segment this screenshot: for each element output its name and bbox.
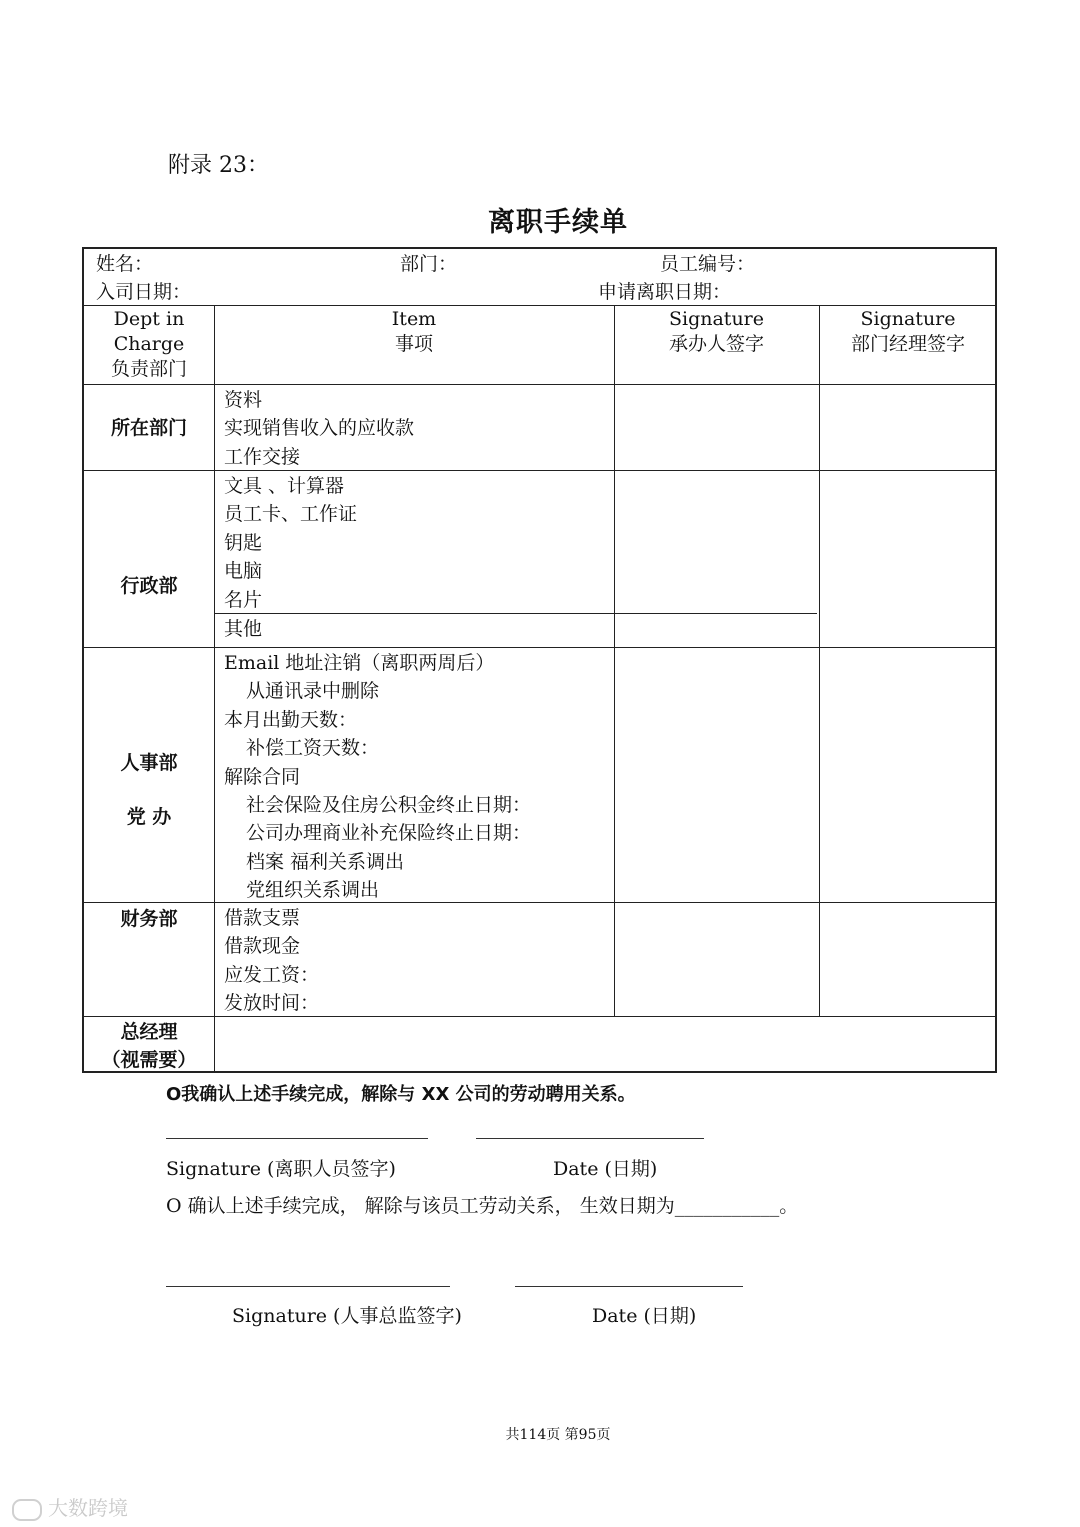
watermark bbox=[12, 1492, 128, 1521]
list-item: 钥匙 bbox=[224, 531, 263, 554]
list-item: 员工卡、工作证 bbox=[224, 503, 358, 526]
header-sig1-en: Signature bbox=[668, 308, 765, 330]
header-sig2-en: Signature bbox=[860, 308, 956, 330]
header-manager-signature bbox=[819, 307, 997, 357]
list-item: 名片 bbox=[224, 588, 263, 611]
admin-other: 其他 bbox=[224, 618, 263, 640]
row-divider bbox=[84, 902, 997, 903]
page-footer: 共114页 第95页 bbox=[505, 1427, 611, 1443]
list-item: 社会保险及住房公积金终止日期： bbox=[246, 793, 532, 816]
row-divider bbox=[84, 470, 997, 471]
finance-items bbox=[224, 904, 319, 1018]
dept-general-manager bbox=[84, 1018, 214, 1074]
list-item: 党组织关系调出 bbox=[246, 879, 380, 902]
employee-date-line[interactable] bbox=[476, 1138, 704, 1139]
header-dept-cn: 负责部门 bbox=[110, 358, 187, 380]
list-item: 借款支票 bbox=[224, 907, 301, 929]
header-sig1-cn: 承办人签字 bbox=[668, 333, 764, 355]
column-divider bbox=[614, 305, 615, 1016]
hr-signature-line[interactable] bbox=[166, 1286, 450, 1287]
list-item: 工作交接 bbox=[224, 445, 301, 468]
hire-date-label: 入司日期： bbox=[96, 281, 192, 303]
list-item: 从通讯录中删除 bbox=[246, 680, 380, 703]
form-title: 离职手续单 bbox=[488, 207, 628, 238]
row-divider bbox=[84, 647, 997, 648]
appendix-label: 附录 23： bbox=[168, 153, 269, 178]
row-divider bbox=[84, 1016, 997, 1017]
dept-hr: 人事部 bbox=[120, 752, 178, 774]
employee-date-label: Date (日期) bbox=[553, 1158, 658, 1180]
employee-signature-label: Signature (离职人员签字) bbox=[166, 1158, 396, 1180]
header-sig2-cn: 部门经理签字 bbox=[850, 333, 965, 355]
hr-date-line[interactable] bbox=[515, 1286, 743, 1287]
admin-items bbox=[224, 472, 357, 614]
list-item: 文具 、计算器 bbox=[224, 475, 345, 497]
dept-party-office: 党 办 bbox=[126, 806, 172, 828]
dept-admin: 行政部 bbox=[120, 575, 178, 597]
list-item: Email 地址注销（离职两周后） bbox=[224, 652, 495, 674]
dept-own: 所在部门 bbox=[110, 417, 187, 439]
hr-items bbox=[224, 649, 531, 905]
row-divider bbox=[84, 384, 997, 385]
own-dept-items bbox=[224, 386, 414, 471]
header-item bbox=[214, 307, 614, 357]
list-item: 实现销售收入的应收款 bbox=[224, 417, 415, 440]
watermark-text: 大数跨境 bbox=[48, 1496, 128, 1520]
hr-confirmation: O 确认上述手续完成， 解除与该员工劳动关系， 生效日期为___________。 bbox=[166, 1195, 799, 1217]
column-divider bbox=[819, 305, 820, 1016]
column-divider bbox=[214, 305, 215, 1073]
list-item: 本月出勤天数： bbox=[224, 708, 358, 731]
list-item: 公司办理商业补充保险终止日期： bbox=[246, 822, 532, 845]
list-item: 发放时间： bbox=[224, 992, 320, 1015]
name-label: 姓名： bbox=[96, 253, 154, 275]
list-item: 解除合同 bbox=[224, 765, 301, 788]
hr-signature-label: Signature (人事总监签字) bbox=[232, 1305, 462, 1327]
employee-id-label: 员工编号： bbox=[660, 253, 756, 275]
row-divider bbox=[84, 305, 997, 306]
dept-finance: 财务部 bbox=[120, 908, 178, 930]
list-item: 补偿工资天数： bbox=[246, 737, 380, 760]
list-item: 档案 福利关系调出 bbox=[246, 850, 405, 873]
gm-label: 总经理 bbox=[120, 1021, 178, 1043]
list-item: 电脑 bbox=[224, 560, 263, 583]
department-label: 部门： bbox=[400, 253, 458, 275]
list-item: 借款现金 bbox=[224, 935, 301, 958]
list-item: 资料 bbox=[224, 389, 263, 411]
gm-note: （视需要） bbox=[101, 1049, 197, 1071]
header-handler-signature bbox=[614, 307, 819, 357]
header-item-en: Item bbox=[391, 308, 437, 330]
header-dept-en1: Dept in bbox=[113, 308, 185, 330]
resignation-form-table bbox=[82, 247, 997, 1073]
hr-date-label: Date (日期) bbox=[592, 1305, 697, 1327]
header-dept-en2: Charge bbox=[113, 333, 185, 355]
watermark-logo-icon bbox=[12, 1499, 42, 1521]
resign-date-label: 申请离职日期： bbox=[598, 281, 732, 303]
employee-signature-line[interactable] bbox=[166, 1138, 428, 1139]
employee-confirmation: O我确认上述手续完成，解除与 XX 公司的劳动聘用关系。 bbox=[166, 1084, 636, 1105]
list-item: 应发工资： bbox=[224, 963, 320, 986]
header-item-cn: 事项 bbox=[394, 333, 433, 355]
header-dept bbox=[84, 307, 214, 382]
